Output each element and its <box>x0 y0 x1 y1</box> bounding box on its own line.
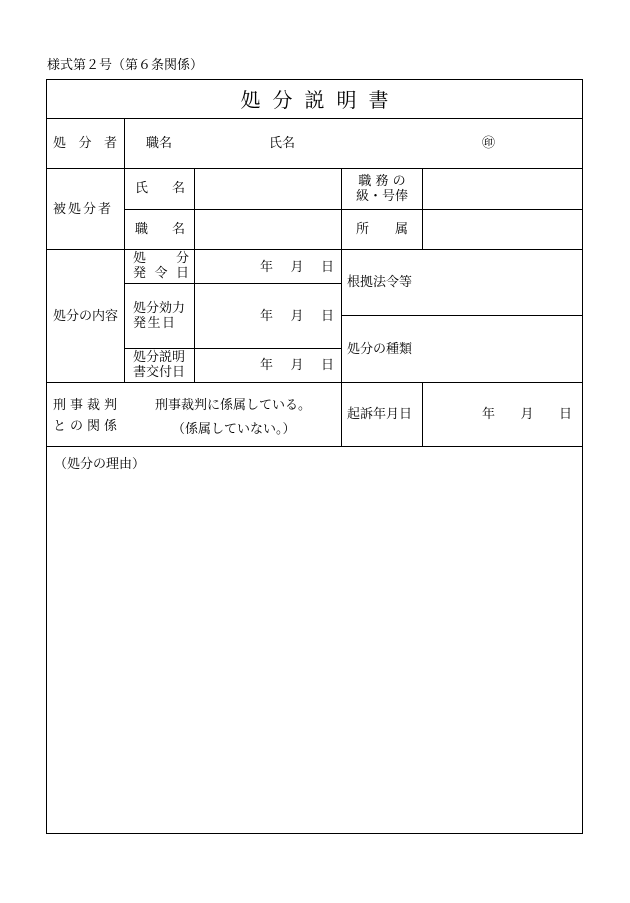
rule-content <box>47 382 582 383</box>
issue-date-value: 年 月 日 <box>260 260 334 275</box>
indictment-date-value: 年 月 日 <box>482 407 572 422</box>
indictment-date-label: 起訴年月日 <box>347 407 413 422</box>
rule-content-b <box>124 348 341 349</box>
rule-subject <box>47 249 582 250</box>
subject-name-label: 氏 名 <box>135 181 185 196</box>
seal-mark: ㊞ <box>482 136 496 151</box>
rule-subject-mid <box>124 209 582 210</box>
rule-content-right <box>341 315 582 316</box>
affiliation-label: 所 属 <box>356 222 408 237</box>
vrule-disposer <box>124 118 125 168</box>
content-label: 処分の内容 <box>53 309 119 324</box>
effect-date-label: 処分効力 発 生 日 <box>133 301 186 331</box>
disposer-post-label: 職名 <box>146 136 173 151</box>
delivery-date-label: 処分説明 書交付日 <box>133 350 186 380</box>
disposition-form <box>46 79 583 834</box>
vrule-right-a <box>422 168 423 249</box>
vrule-right-b <box>422 382 423 446</box>
basis-label: 根拠法令等 <box>347 275 413 290</box>
issue-date-label: 処 分 発 令 日 <box>133 251 189 281</box>
delivery-date-value: 年 月 日 <box>260 358 334 373</box>
rule-title <box>47 118 582 119</box>
type-label: 処分の種類 <box>347 342 413 357</box>
vrule-sub <box>194 168 195 382</box>
vrule-mid <box>341 168 342 446</box>
criminal-option-not-pending: （係属していない。） <box>172 422 296 437</box>
subject-label: 被処分者 <box>53 202 114 217</box>
grade-label: 職 務 の 級・号俸 <box>355 174 408 204</box>
reason-label: （処分の理由） <box>54 457 146 472</box>
criminal-option-pending: 刑事裁判に係属している。 <box>155 398 312 413</box>
rule-content-a <box>124 283 341 284</box>
rule-criminal <box>47 446 582 447</box>
effect-date-value: 年 月 日 <box>260 309 334 324</box>
form-title: 処分説明書 <box>240 88 401 112</box>
form-number-label: 様式第２号（第６条関係） <box>47 58 204 73</box>
subject-post-label: 職 名 <box>135 222 185 237</box>
disposer-name-label: 氏名 <box>269 136 296 151</box>
vrule-left <box>124 168 125 382</box>
criminal-relation-label: 刑 事 裁 判 と の 関 係 <box>53 398 117 434</box>
rule-disposer <box>47 168 582 169</box>
disposer-label: 処 分 者 <box>53 136 117 151</box>
